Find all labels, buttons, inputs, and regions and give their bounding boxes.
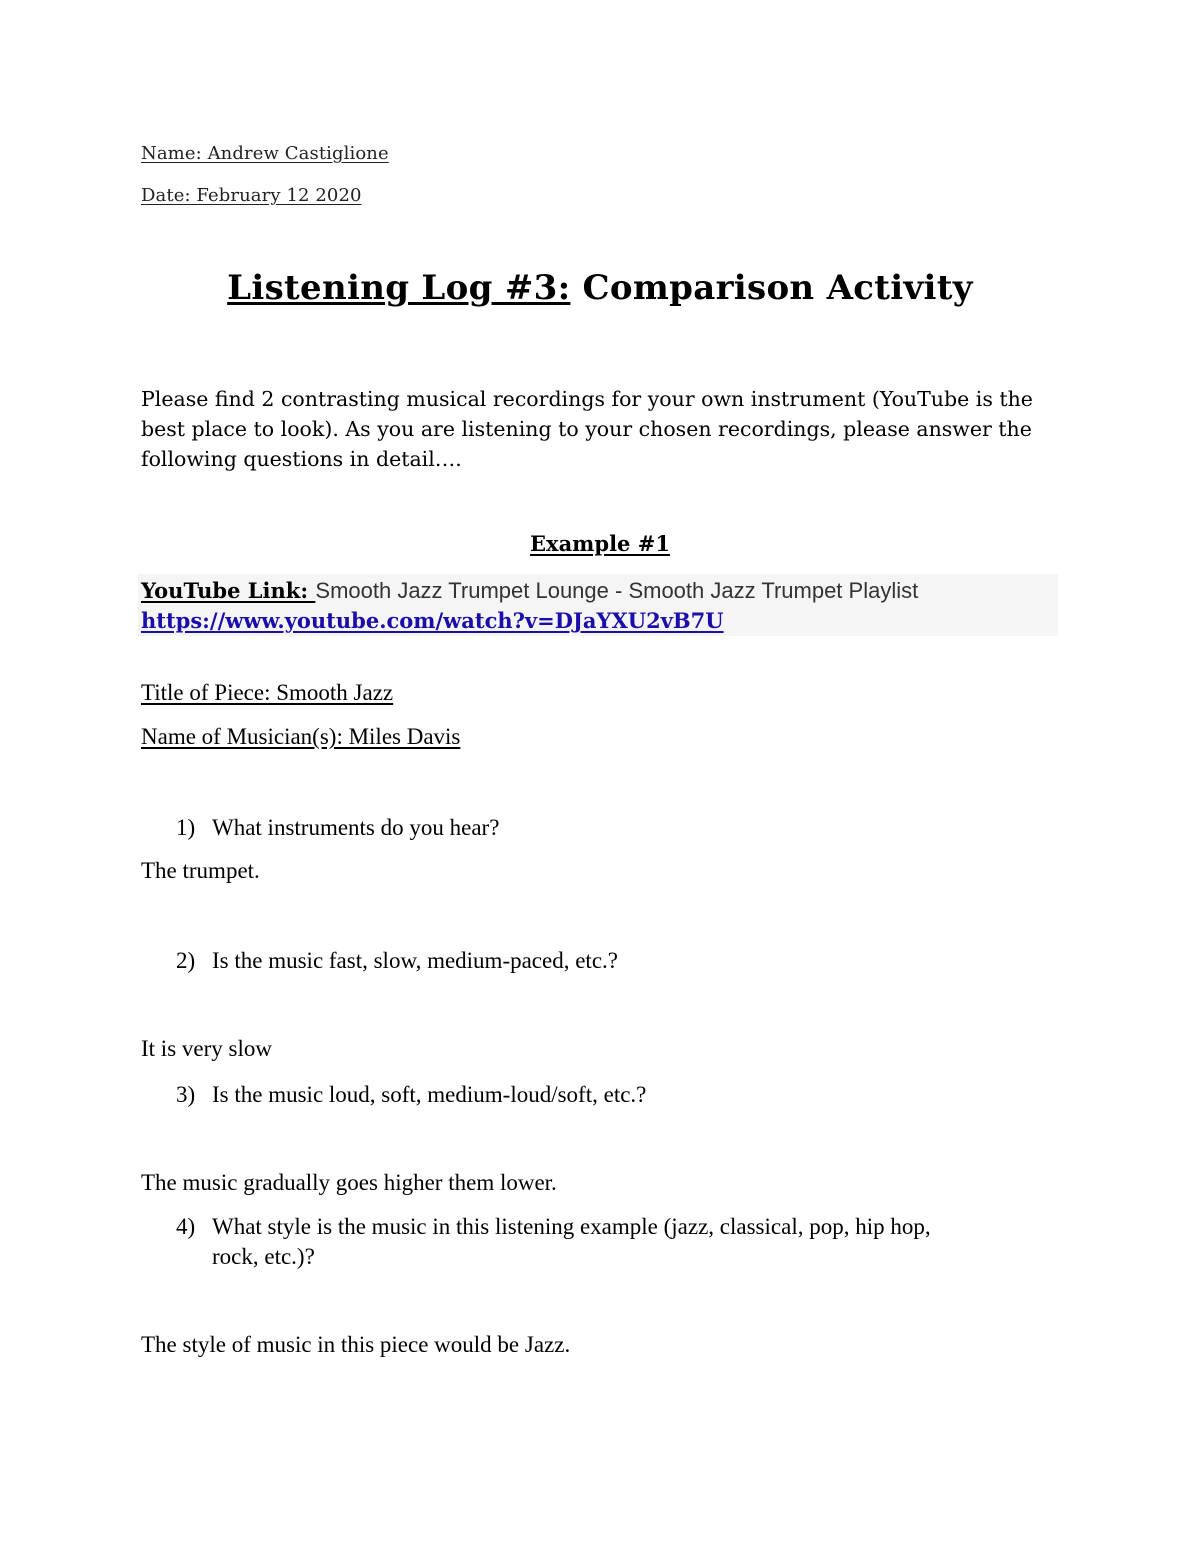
answer-2: It is very slow [141,1036,272,1061]
question-1-number: 1) [176,815,196,840]
answer-1: The trumpet. [141,858,260,883]
youtube-title: Smooth Jazz Trumpet Lounge - Smooth Jazz Trumpet Playlist [315,578,919,603]
answer-3: The music gradually goes higher them lower. [141,1170,557,1195]
question-3-text: Is the music loud, soft, medium-loud/soft, etc.? [212,1082,647,1107]
title-of-piece: Title of Piece: Smooth Jazz [141,680,394,705]
question-2-number: 2) [176,948,196,973]
musician-names: Name of Musician(s): Miles Davis [141,724,461,749]
question-4-number: 4) [176,1214,196,1239]
question-4-text-line2: rock, etc.)? [212,1244,315,1269]
youtube-line [141,578,918,604]
question-2-text: Is the music fast, slow, medium-paced, etc.? [212,948,618,973]
youtube-label: YouTube Link: [141,578,316,603]
page-title-rest: Comparison Activity [570,268,973,308]
name-line: Name: Andrew Castiglione [141,143,389,164]
example-heading: Example #1 [530,531,670,556]
answer-4: The style of music in this piece would be Jazz. [141,1332,571,1357]
page-title [0,268,1200,308]
youtube-url-link[interactable]: https://www.youtube.com/watch?v=DJaYXU2vB7U [141,608,724,633]
question-1-text: What instruments do you hear? [212,815,500,840]
question-3-number: 3) [176,1082,196,1107]
date-line: Date: February 12 2020 [141,185,362,206]
question-4-text-line1: What style is the music in this listening example (jazz, classical, pop, hip hop, [212,1214,931,1239]
page-title-underlined: Listening Log #3: [227,268,571,308]
intro-paragraph: Please find 2 contrasting musical recordings for your own instrument (YouTube is the best place to look). As you are listening to your chosen recordings, please answer the following questions in detail…. [141,387,1033,471]
